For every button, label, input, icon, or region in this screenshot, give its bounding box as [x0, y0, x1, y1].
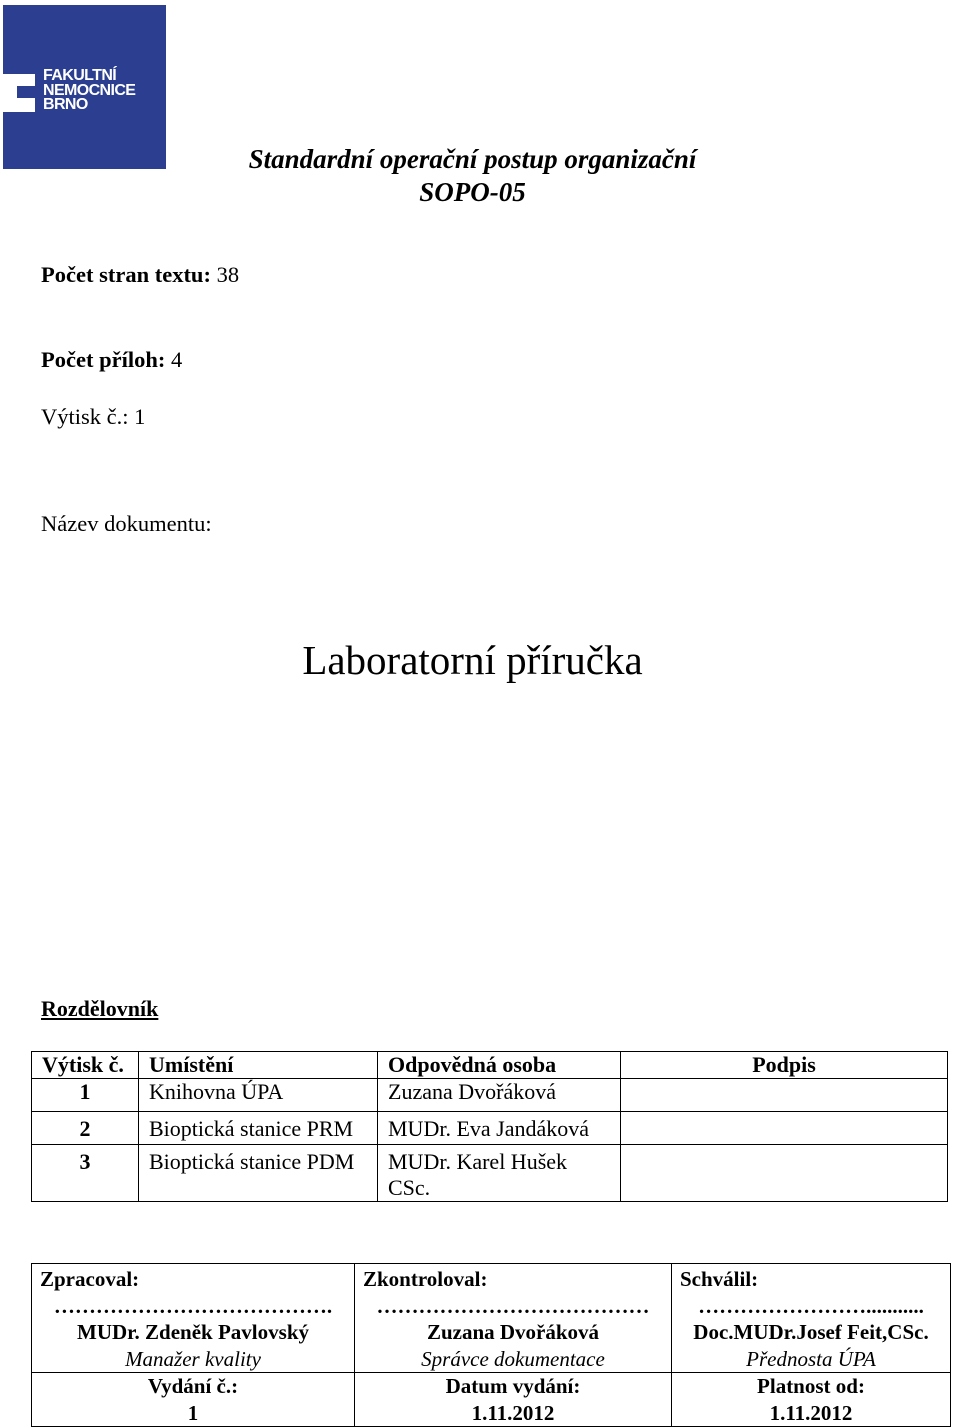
prepared-by-name: MUDr. Zdeněk Pavlovský [77, 1320, 309, 1344]
table-row [32, 1264, 951, 1373]
signature-cell [621, 1145, 948, 1202]
table-row [32, 1079, 948, 1112]
issue-date-value: 1.11.2012 [471, 1400, 555, 1425]
logo-line-3: BRNO [43, 96, 88, 113]
procedure-code: SOPO-05 [419, 177, 526, 207]
valid-from-cell [672, 1373, 951, 1427]
person-cell: Zuzana Dvořáková [378, 1079, 621, 1112]
checked-by-label: Zkontroloval: [363, 1267, 488, 1291]
approved-by-signature-line: ……………………........... [698, 1293, 924, 1318]
checked-by-name: Zuzana Dvořáková [426, 1320, 600, 1344]
copy-cell: 3 [32, 1145, 139, 1202]
valid-from-value: 1.11.2012 [769, 1400, 853, 1425]
issue-date-label: Datum vydání: [445, 1374, 581, 1398]
copy-cell: 1 [32, 1079, 139, 1112]
logo-text [43, 69, 168, 113]
checked-by-signature-line: ………………………………… [376, 1293, 650, 1318]
person-cell: MUDr. Karel Hušek CSc. [378, 1145, 621, 1202]
copy-number-field [41, 404, 145, 430]
logo-line-1: FAKULTNÍ [43, 67, 117, 84]
column-header: Výtisk č. [32, 1052, 139, 1079]
signature-cell [621, 1079, 948, 1112]
attachments-value: 4 [170, 347, 183, 372]
issue-label: Vydání č.: [147, 1374, 239, 1398]
attachments-field [41, 347, 182, 373]
copy-number-value: 1 [134, 404, 146, 429]
checked-by-cell [355, 1264, 672, 1373]
table-row [32, 1145, 948, 1202]
issue-cell [32, 1373, 355, 1427]
issue-date-cell [355, 1373, 672, 1427]
procedure-type: Standardní operační postup organizační [248, 144, 697, 174]
copy-cell: 2 [32, 1112, 139, 1145]
approved-by-cell [672, 1264, 951, 1373]
prepared-by-role: Manažer kvality [125, 1346, 261, 1371]
column-header: Umístění [139, 1052, 378, 1079]
checked-by-role: Správce dokumentace [421, 1346, 605, 1371]
document-name-label: Název dokumentu: [41, 511, 212, 536]
column-header: Odpovědná osoba [378, 1052, 621, 1079]
table-row [32, 1373, 951, 1427]
prepared-by-label: Zpracoval: [40, 1267, 140, 1291]
approval-table [31, 1263, 951, 1427]
location-cell: Bioptická stanice PRM [139, 1112, 378, 1145]
location-cell: Knihovna ÚPA [139, 1079, 378, 1112]
column-header: Podpis [621, 1052, 948, 1079]
page-count-label: Počet stran textu: [41, 262, 211, 287]
approved-by-name: Doc.MUDr.Josef Feit,CSc. [693, 1320, 929, 1344]
page-count-value: 38 [216, 262, 240, 287]
prepared-by-signature-line: …………………………………. [53, 1293, 333, 1318]
document-title: Laboratorní příručka [302, 637, 643, 683]
signature-cell [621, 1112, 948, 1145]
approved-by-label: Schválil: [680, 1267, 759, 1291]
location-cell: Bioptická stanice PDM [139, 1145, 378, 1202]
page-count-field [41, 262, 239, 288]
logo-line-2: NEMOCNICE [43, 81, 136, 99]
prepared-by-cell [32, 1264, 355, 1373]
attachments-label: Počet příloh: [41, 347, 166, 372]
table-row [32, 1112, 948, 1145]
distribution-table [31, 1051, 948, 1202]
table-header-row [32, 1052, 948, 1079]
copy-number-label: Výtisk č.: [41, 404, 129, 429]
distribution-heading: Rozdělovník [41, 996, 159, 1021]
person-cell: MUDr. Eva Jandáková [378, 1112, 621, 1145]
issue-value: 1 [187, 1400, 199, 1425]
approved-by-role: Přednosta ÚPA [746, 1346, 876, 1371]
valid-from-label: Platnost od: [757, 1374, 865, 1398]
